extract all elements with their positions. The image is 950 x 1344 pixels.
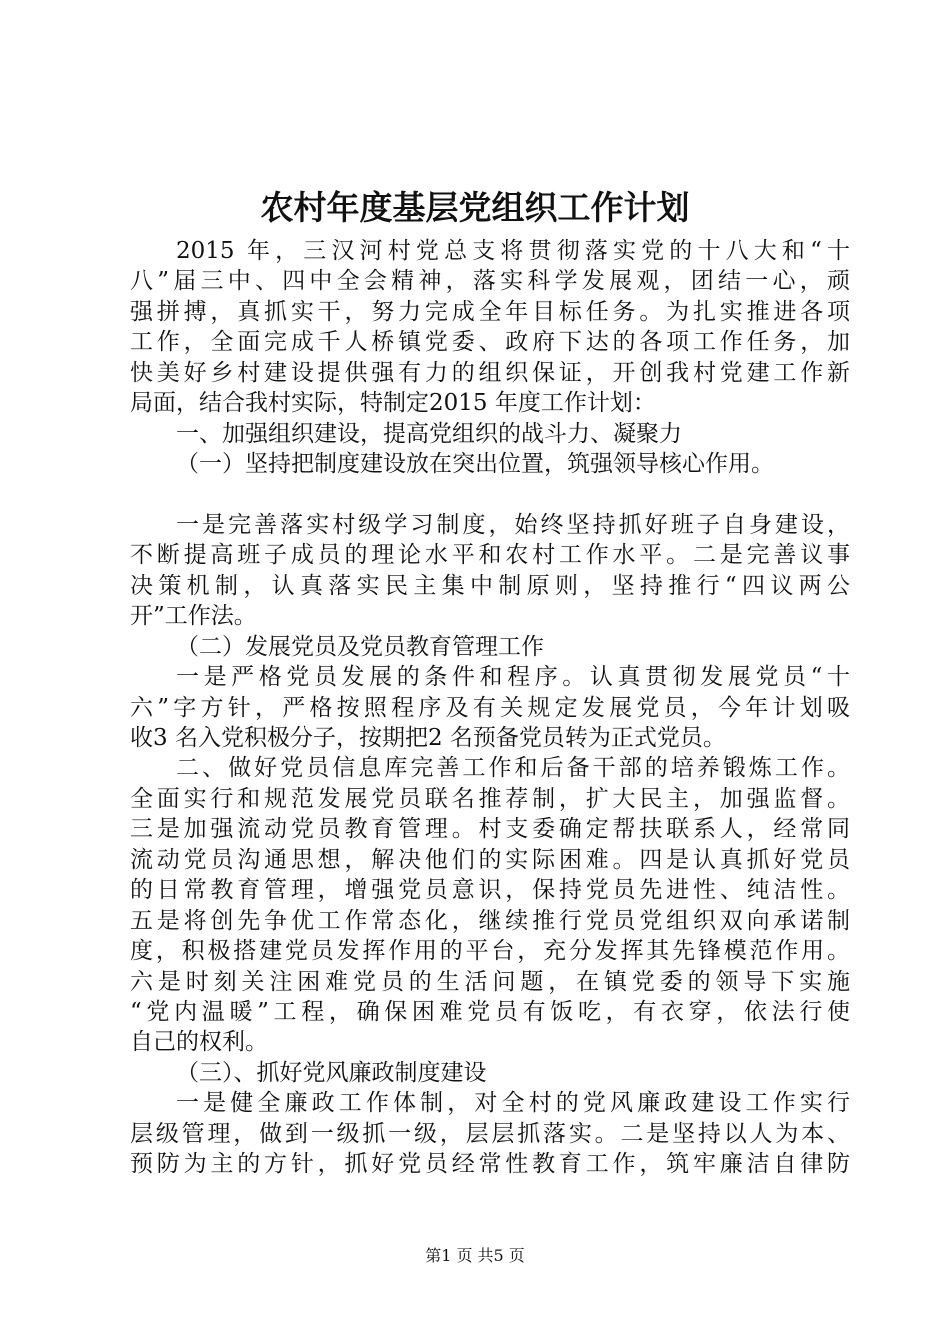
text-line: 不断提高班子成员的理论水平和农村工作水平。二是完善议事 (130, 542, 850, 569)
text-line: 一、加强组织建设，提高党组织的战斗力、凝聚力 (176, 420, 682, 447)
text-line: 的日常教育管理，增强党员意识，保持党员先进性、纯洁性。 (130, 877, 850, 904)
page-footer: 第1 页 共5 页 (425, 1246, 525, 1265)
text-line: 2015 年，三汉河村党总支将贯彻落实党的十八大和“十 (176, 238, 850, 264)
text-line: 局面，结合我村实际，特制定2015 年度工作计划： (130, 390, 656, 417)
text-line: （二）发展党员及党员教育管理工作 (176, 633, 544, 660)
text-line: 强拼搏，真抓实干，努力完成全年目标任务。为扎实推进各项 (130, 298, 850, 325)
text-line: 六是时刻关注困难党员的生活问题，在镇党委的领导下实施 (130, 968, 850, 995)
text-line: 一是健全廉政工作体制，对全村的党风廉政建设工作实行 (176, 1090, 850, 1117)
document-body (130, 236, 850, 1180)
text-line: （一）坚持把制度建设放在突出位置，筑强领导核心作用。 (176, 451, 774, 478)
text-line: 一是严格党员发展的条件和程序。认真贯彻发展党员“十 (176, 664, 850, 691)
text-line: 八”届三中、四中全会精神，落实科学发展观，团结一心，顽 (130, 268, 850, 295)
text-line: 层级管理，做到一级抓一级，层层抓落实。二是坚持以人为本、 (130, 1120, 850, 1147)
text-line: 全面实行和规范发展党员联名推荐制，扩大民主，加强监督。 (130, 785, 850, 812)
text-line: “党内温暖”工程，确保困难党员有饭吃，有衣穿，依法行使 (130, 998, 850, 1025)
text-line: 工作，全面完成千人桥镇党委、政府下达的各项工作任务，加 (130, 329, 850, 356)
text-line: 度，积极搭建党员发挥作用的平台，充分发挥其先锋模范作用。 (130, 938, 850, 965)
text-line: 收3 名入党积极分子，按期把2 名预备党员转为正式党员。 (130, 725, 726, 751)
text-line: 二、做好党员信息库完善工作和后备干部的培养锻炼工作。 (176, 755, 850, 782)
text-line: 流动党员沟通思想，解决他们的实际困难。四是认真抓好党员 (130, 846, 850, 873)
text-line: 六”字方针，严格按照程序及有关规定发展党员，今年计划吸 (130, 694, 850, 721)
text-line: 决策机制，认真落实民主集中制原则，坚持推行“四议两公 (130, 572, 850, 599)
text-line: 三是加强流动党员教育管理。村支委确定帮扶联系人，经常同 (130, 816, 850, 843)
text-line: （三）、抓好党风廉政制度建设 (176, 1059, 487, 1086)
text-line: 一是完善落实村级学习制度，始终坚持抓好班子自身建设， (176, 511, 850, 538)
text-line: 自己的权利。 (130, 1029, 268, 1056)
document-title: 农村年度基层党组织工作计划 (260, 188, 690, 227)
text-line: 预防为主的方针，抓好党员经常性教育工作，筑牢廉洁自律防 (130, 1151, 850, 1178)
blank-line (130, 480, 850, 510)
text-line: 开”工作法。 (130, 603, 257, 630)
text-line: 五是将创先争优工作常态化，继续推行党员党组织双向承诺制 (130, 907, 850, 934)
text-line: 快美好乡村建设提供强有力的组织保证，开创我村党建工作新 (130, 359, 850, 386)
